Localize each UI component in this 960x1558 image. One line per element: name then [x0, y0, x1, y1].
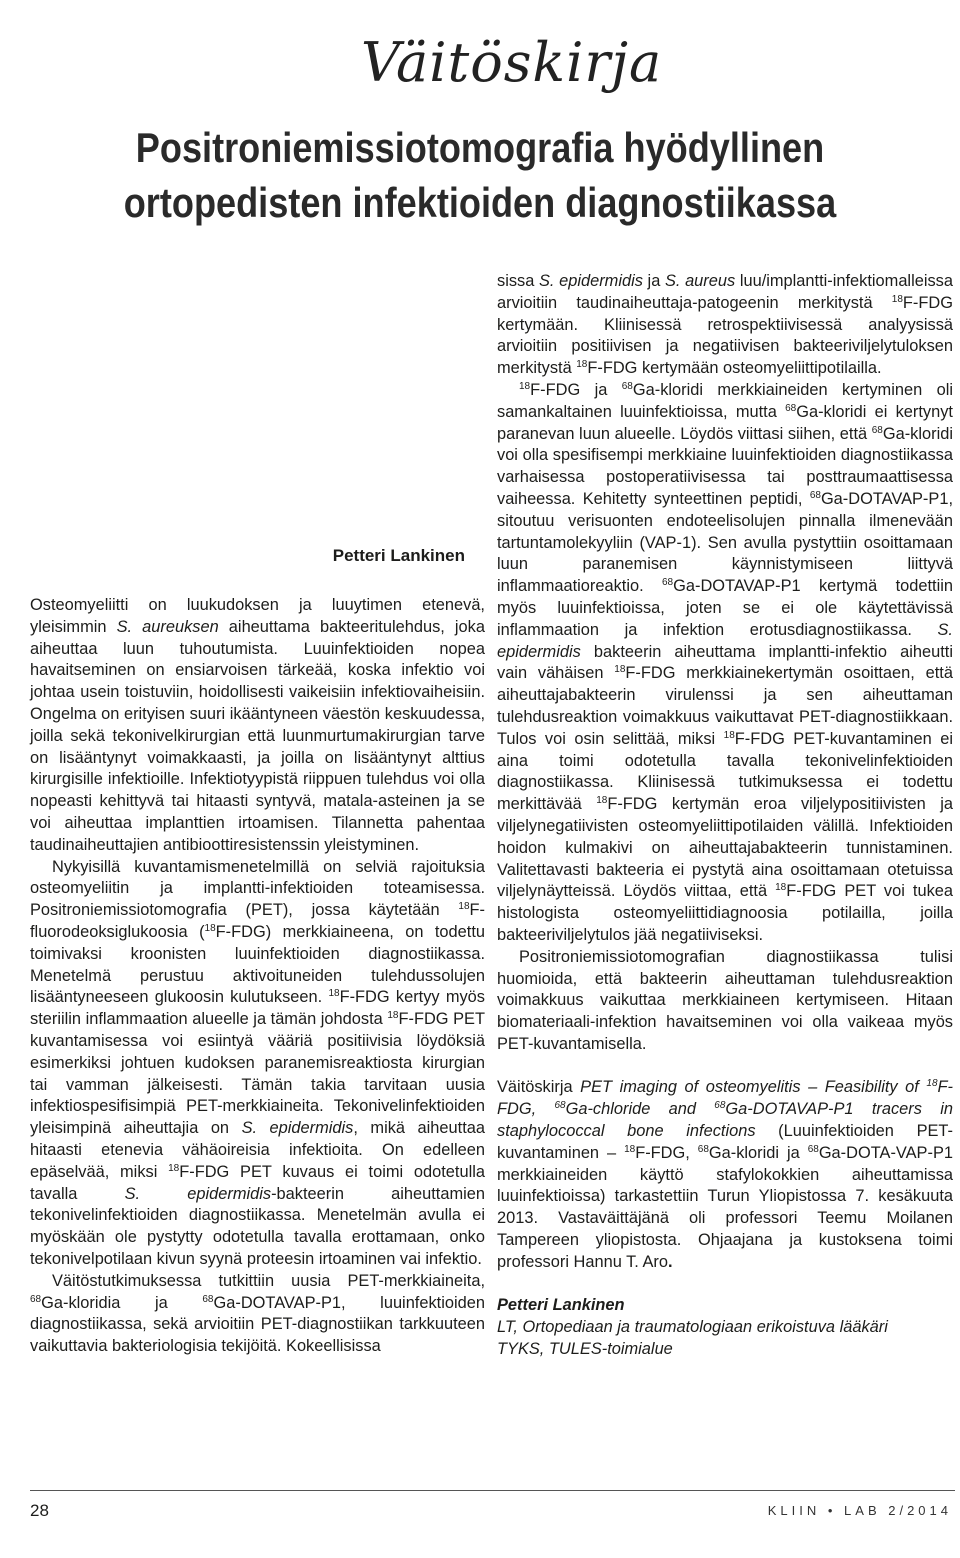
paragraph: Väitöskirja PET imaging of osteomyelitis – Feasibility of $^{18}$F-FDG, $^{68}$Ga-chloride and $^{68}$Ga-DOTAVAP-P1 tracers in staphylococcal bone infections (Luuinfektioiden PET-kuvantaminen – $^{18}$F-FDG, $^{68}$Ga-kloridi ja $^{68}$Ga-DOTA-VAP-P1 merkkiaineiden käyttö stafylokokkien aiheuttamissa luuinfektioissa) tarkastettiin Turun Yliopistossa 7. kesäkuuta 2013. Vastaväittäjänä oli professori Teemu Moilanen Tampereen yliopistosta. Ohjaajana ja kustoksena toimi professori Hannu T. Aro.: [497, 1078, 953, 1271]
right-column: [497, 271, 953, 1361]
article-title: [93, 120, 867, 230]
paragraph: $^{18}$F-FDG ja $^{68}$Ga-kloridi merkkiaineiden kertyminen oli samankaltainen luuinfektioissa, mutta $^{68}$Ga-kloridi ei kertynyt paranevan luun alueelle. Löydös viittasi siihen, että $^{68}$Ga-kloridi voi olla spesifisempi merkkiaine luuinfektioiden diagnostiikassa varhaisessa postoperatiivisessa tai posttraumaattisessa vaiheessa. Kehitetty synteettinen peptidi, $^{68}$Ga-DOTAVAP-P1, sitoutuu verisuonten endoteelisolujen pinnalla ilmenevään tartuntamolekyyliin (VAP-1). Sen avulla pystyttiin osoittamaan luun paranemisen käynnistymiseen liittyvä inflammaatioreaktio. $^{68}$Ga-DOTAVAP-P1 kertymä todettiin myös luuinfektioissa, joten se ei ole käytettävissä inflammaation ja infektion erotusdiagnostiikassa. S. epidermidis bakteerin aiheuttama implantti-infektio aiheutti vain vähäisen $^{18}$F-FDG merkkiainekertymän osoittaen, että aiheuttajabakteerin virulenssi ja sen aiheuttaman tulehdusreaktion voimakkuus vaikuttavat PET-diagnostiikkaan. Tulos voi osin selittää, miksi $^{18}$F-FDG PET-kuvantaminen ei aina toimi odotetulla tavalla tekonivelinfektioiden diagnostiikassa. Kliinisessä tutkimuksessa ei todettu merkittävää $^{18}$F-FDG kertymän eroa viljelypositiivisten ja viljelynegatiivisten osteomyeliittipotilaiden välillä. Infektioiden hoidon kulmakivi on aiheuttajabakteerin tunnistaminen. Valitettavasti bakteeria ei pystytä aina osoittamaan otetuissa viljelynäytteissä. Löydös viittaa, että $^{18}$F-FDG PET voi tukea histologista osteomyeliittidiagnoosia potilailla, joilla bakteeriviljelytulos jää negatiiviseksi.: [497, 380, 954, 944]
paragraph: Osteomyeliitti on luukudoksen ja luuytimen etenevä, yleisimmin S. aureuksen aiheuttama bakteeritulehdus, joka aiheuttaa luun tuhoutumista. Luuinfektioiden nopea havaitseminen on ensiarvoisen tärkeää, koska infektio voi johtaa usein toistuviin, hoidollisesti vaikeisiin infektiovaiheisiin. Ongelma on erityisen suuri ikääntyneen väestön keskuudessa, joilla sekä tekonivelkirurgian että luunmurtumakirurgian tarve on lisääntynyt voimakkaasti, ja joilla on lisääntynyt alttius kirurgisille infektioille. Infektiotyypistä riippuen tulehdus voi olla nopeasti kehittyvä tai hitaasti syntyvä, matala-asteinen ja se voi aiheuttaa implanttien irtoamisen. Tilannetta pahentaa taudinaiheuttajien antibioottiresistenssin yleistyminen.: [30, 596, 485, 854]
magazine-name: KLIIN • LAB 2/2014: [767, 1503, 952, 1518]
signature-name: Petteri Lankinen: [497, 1296, 625, 1315]
signature-role-line-1: LT, Ortopediaan ja traumatologiaan erikoistuva lääkäri: [497, 1318, 888, 1337]
author-byline: Petteri Lankinen: [332, 546, 465, 565]
footer-rule: [30, 1490, 955, 1491]
signature-role-line-2: TYKS, TULES-toimialue: [497, 1340, 673, 1359]
paragraph: sissa S. epidermidis ja S. aureus luu/implantti-infektiomalleissa arvioitiin taudinaiheuttaja-patogeenin merkitystä $^{18}$F-FDG kertymään. Kliinisessä retrospektiivisessä analyysissä arvioitiin positiivisen ja negatiivisen bakteeriviljelytuloksen merkitystä $^{18}$F-FDG kertymään osteomyeliittipotilailla.: [497, 272, 953, 378]
paragraph: Positroniemissiotomografian diagnostiikassa tulisi huomioida, että bakteerin aiheuttaman tulehdusreaktion voimakkuus vaikuttaa merkkiaineen kertymiseen. Hitaan biomateriaali-infektion havaitseminen voi olla vaikeaa myös PET-kuvantamisella.: [497, 947, 953, 1053]
paragraph: Nykyisillä kuvantamismenetelmillä on selviä rajoituksia osteomyeliitin ja implantti-infektioiden toteamisessa. Positroniemissiotomografia (PET), jossa käytetään $^{18}$F-fluorodeoksiglukoosia ($^{18}$F-FDG) merkkiaineena, on todettu toimivaksi kroonisten luuinfektioiden diagnostiikassa. Menetelmä perustuu aktivoituneiden tulehdussolujen lisääntyneeseen glukoosin kulutukseen. $^{18}$F-FDG kertyy myös steriilin inflammaation alueelle ja tämän johdosta $^{18}$F-FDG PET kuvantamisessa voi esiintyä vääriä positiivisia löydöksiä esimerkiksi johtuen kudoksen paranemisreaktiosta kirurgian tai vamman jälkeisesti. Tämän takia tarvitaan uusia infektiospesifisimpiä PET-merkkiaineita. Tekonivelinfektioiden yleisimpinä aiheuttajia on S. epidermidis, mikä aiheuttaa hitaasti etenevia vähäoireisia infektioita. On edelleen epäselvää, miksi $^{18}$F-FDG PET kuvaus ei toimi odotetulla tavalla S. epidermidis-bakteerin aiheuttamien tekonivelinfektioiden diagnostiikassa. Menetelmän avulla ei myöskään ole pystytty odotetulla tavalla erottamaan, onko tekonivelpotilaan kivun syynä proteesin irtoaminen vai infektio.: [30, 857, 486, 1268]
page-number: 28: [30, 1501, 49, 1520]
section-header: Väitöskirja: [361, 31, 663, 94]
article-title-line-2: ortopedisten infektioiden diagnostiikassa: [123, 179, 837, 226]
paragraph: Väitöstutkimuksessa tutkittiin uusia PET-merkkiaineita, $^{68}$Ga-kloridia ja $^{68}$Ga-DOTAVAP-P1, luuinfektioiden diagnostiikassa, sekä arvioitiin PET-diagnostiikan tarkkuuteen vaikuttavia bakteriologisia tekijöitä. Kokeellisissa: [30, 1271, 485, 1356]
signature: [497, 1295, 953, 1360]
left-column: [30, 595, 485, 1358]
article-title-line-1: Positroniemissiotomografia hyödyllinen: [135, 124, 825, 171]
